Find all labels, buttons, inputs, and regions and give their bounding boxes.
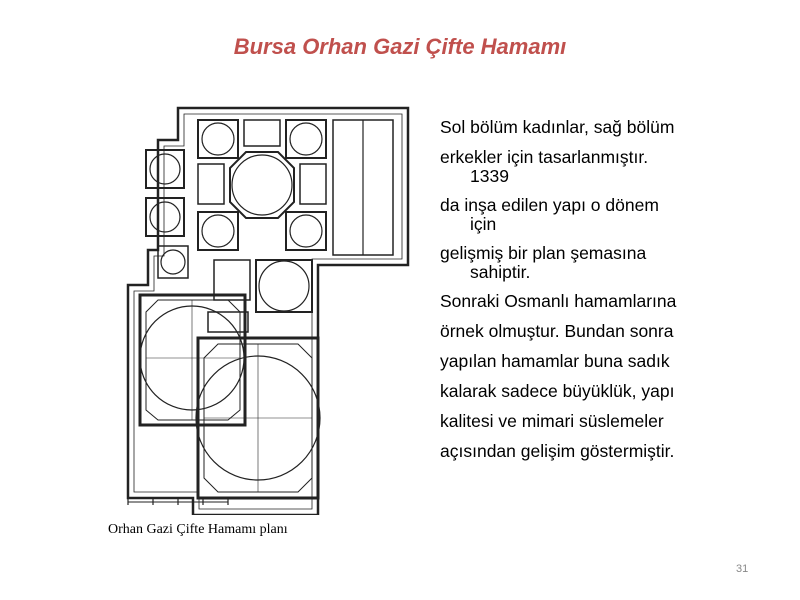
body-text bbox=[440, 112, 780, 466]
text-line-8: kalarak sadece büyüklük, yapı bbox=[440, 381, 675, 401]
text-line-2: erkekler için tasarlanmıştır. bbox=[440, 147, 649, 167]
text-line-3: da inşa edilen yapı o dönem bbox=[440, 195, 659, 215]
text-line-4-cont: sahiptir. bbox=[470, 262, 531, 282]
text-line-5: Sonraki Osmanlı hamamlarına bbox=[440, 291, 677, 311]
text-line-9: kalitesi ve mimari süslemeler bbox=[440, 411, 664, 431]
text-line-4: gelişmiş bir plan şemasına bbox=[440, 243, 647, 263]
plan-caption: Orhan Gazi Çifte Hamamı planı bbox=[108, 522, 288, 537]
slide-title: Bursa Orhan Gazi Çifte Hamamı bbox=[233, 34, 567, 59]
text-line-10: açısından gelişim göstermiştir. bbox=[440, 441, 675, 461]
text-line-1: Sol bölüm kadınlar, sağ bölüm bbox=[440, 117, 675, 137]
page-number: 31 bbox=[736, 563, 749, 575]
text-line-2-cont: 1339 bbox=[470, 166, 509, 186]
text-line-7: yapılan hamamlar buna sadık bbox=[440, 351, 670, 371]
text-line-6: örnek olmuştur. Bundan sonra bbox=[440, 321, 674, 341]
floor-plan-drawing bbox=[118, 100, 418, 515]
text-line-3-cont: için bbox=[470, 214, 497, 234]
